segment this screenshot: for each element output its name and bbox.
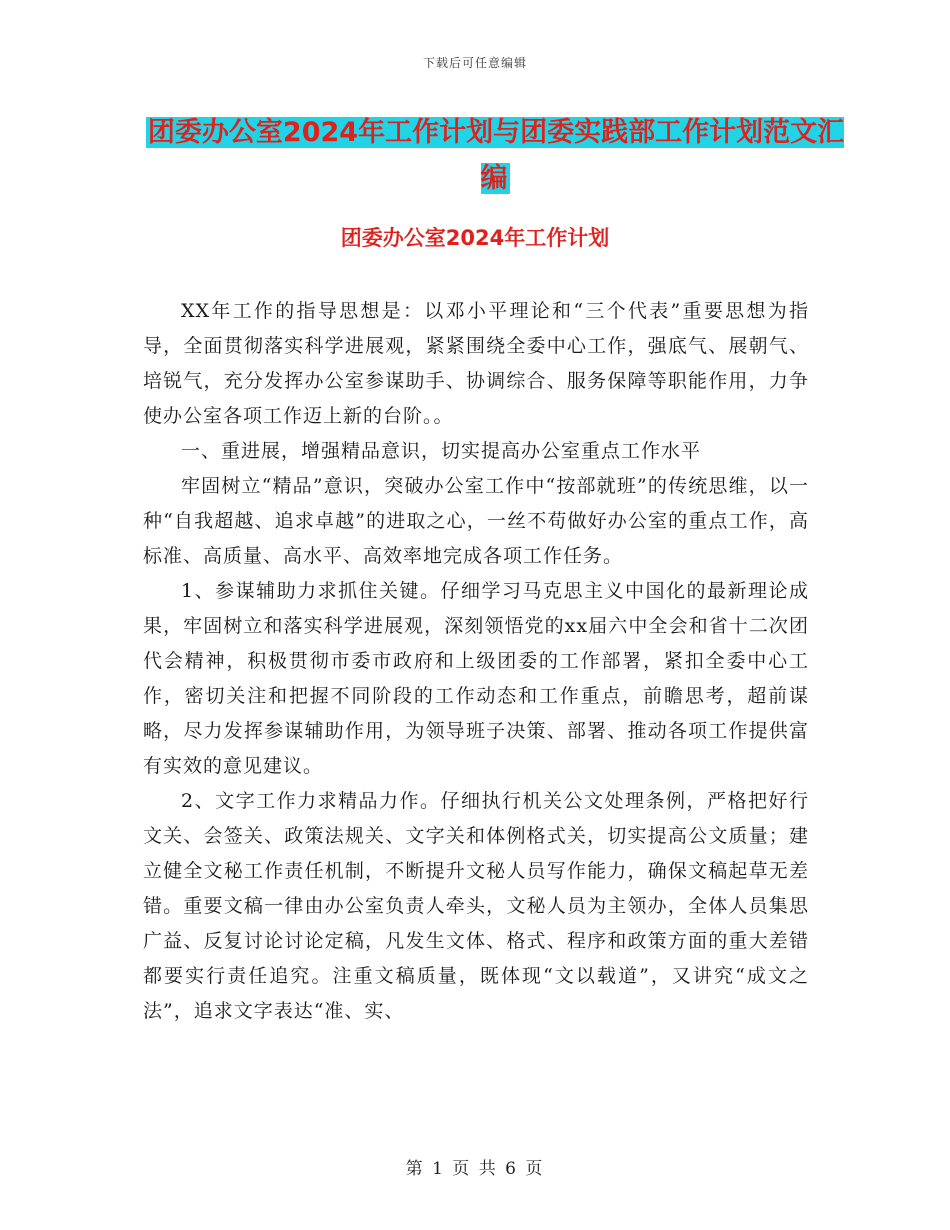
paragraph: 牢固树立“精品”意识，突破办公室工作中“按部就班”的传统思维，以一种“自我超越、追求卓越”的进取之心，一丝不苟做好办公室的重点工作，高标准、高质量、高水平、高效率地完成各项工作任务。 — [143, 475, 809, 567]
page-number: 第 1 页 共 6 页 — [405, 1159, 545, 1179]
paragraph: XX年工作的指导思想是：以邓小平理论和“三个代表”重要思想为指导，全面贯彻落实科学进展观，紧紧围绕全委中心工作，强底气、展朝气、培锐气，充分发挥办公室参谋助手、协调综合、服务保障等职能作用，力争使办公室各项工作迈上新的台阶。。 — [143, 300, 809, 427]
paragraph: 一、重进展，增强精品意识，切实提高办公室重点工作水平 — [181, 440, 702, 462]
main-title — [140, 110, 850, 202]
paragraph: 1、参谋辅助力求抓住关键。仔细学习马克思主义中国化的最新理论成果，牢固树立和落实科学进展观，深刻领悟党的xx届六中全会和省十二次团代会精神，积极贯彻市委市政府和上级团委的工作部署，紧扣全委中心工作，密切关注和把握不同阶段的工作动态和工作重点，前瞻思考，超前谋略，尽力发挥参谋辅助作用，为领导班子决策、部署、推动各项工作提供富有实效的意见建议。 — [143, 580, 809, 777]
main-title-text: 团委办公室2024年工作计划与团委实践部工作计划范文汇编 — [147, 117, 845, 194]
paragraph: 2、文字工作力求精品力作。仔细执行机关公文处理条例，严格把好行文关、会签关、政策法规关、文字关和体例格式关，切实提高公文质量；建立健全文秘工作责任机制，不断提升文秘人员写作能力，确保文稿起草无差错。重要文稿一律由办公室负责人牵头，文秘人员为主领办，全体人员集思广益、反复讨论讨论定稿，凡发生文体、格式、程序和政策方面的重大差错都要实行责任追究。注重文稿质量，既体现“文以载道”，又讲究“成文之法”，追求文字表达“准、实、 — [143, 790, 809, 1022]
document-body — [143, 294, 809, 1029]
section-title: 团委办公室2024年工作计划 — [340, 226, 610, 250]
header-note: 下载后可任意编辑 — [422, 56, 527, 70]
